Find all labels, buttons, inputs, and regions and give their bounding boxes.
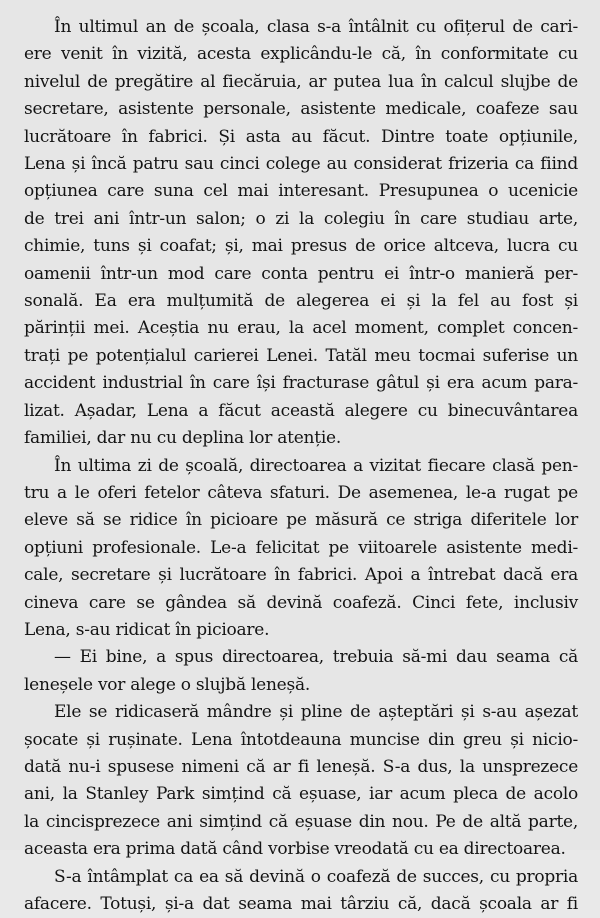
text-line: accident industrial în care își fracturase gâtul și era acum para-: [24, 373, 578, 394]
text-line: familiei, dar nu cu deplina lor atenție.: [24, 428, 341, 449]
text-line: lucrătoare în fabrici. Și asta au făcut. Dintre toate opțiunile,: [24, 126, 578, 147]
text-line: eleve să se ridice în picioare pe măsură ce striga diferitele lor: [24, 510, 578, 531]
text-line: secretare, asistente personale, asistente medicale, coafeze sau: [24, 99, 578, 120]
text-line: sonală. Ea era mulțumită de alegerea ei și la fel au fost și: [24, 291, 578, 312]
paragraph-2: [24, 453, 578, 645]
text-line: la cincisprezece ani simțind că eșuase din nou. Pe de altă parte,: [24, 811, 578, 832]
text-line: dată nu-i spusese nimeni că ar fi leneșă. S-a dus, la unsprezece: [24, 756, 578, 777]
text-line: cineva care se gândea să devină coafeză. Cinci fete, inclusiv: [24, 592, 578, 613]
text-line: opțiuni profesionale. Le-a felicitat pe viitoarele asistente medi-: [24, 537, 578, 558]
text-line: În ultimul an de școala, clasa s-a întâlnit cu ofițerul de cari-: [54, 17, 578, 37]
paragraph-4: [24, 699, 578, 863]
text-line: oamenii într-un mod care conta pentru ei într-o manieră per-: [24, 263, 578, 284]
text-line: leneșele vor alege o slujbă leneșă.: [24, 674, 311, 695]
paragraph-1: [24, 14, 578, 453]
paragraph-3-dialogue: [24, 644, 578, 699]
paragraph-5: [24, 864, 578, 918]
text-line: aceasta era prima dată când vorbise vreodată cu ea directoarea.: [24, 839, 566, 860]
text-line: părinții mei. Aceștia nu erau, la acel moment, complet concen-: [24, 318, 578, 339]
text-line: Ele se ridicaseră mândre și pline de așteptări și s-au așezat: [54, 702, 578, 723]
text-line: Lena și încă patru sau cinci colege au considerat frizeria ca fiind: [24, 154, 578, 175]
text-line: ani, la Stanley Park simțind că eșuase, iar acum pleca de acolo: [24, 784, 578, 805]
text-line: de trei ani într-un salon; o zi la colegiu în care studiau arte,: [24, 208, 578, 229]
text-line: opțiunea care suna cel mai interesant. Presupunea o ucenicie: [24, 181, 578, 202]
text-line: — Ei bine, a spus directoarea, trebuia să-mi dau seama că: [54, 647, 578, 668]
text-line: cale, secretare și lucrătoare în fabrici. Apoi a întrebat dacă era: [24, 565, 578, 586]
text-line: Lena, s-au ridicat în picioare.: [24, 619, 270, 640]
text-line: tru a le oferi fetelor câteva sfaturi. De asemenea, le-a rugat pe: [24, 482, 578, 503]
text-line: trați pe potențialul carierei Lenei. Tatăl meu tocmai suferise un: [24, 345, 578, 366]
text-line: S-a întâmplat ca ea să devină o coafeză de succes, cu propria: [54, 866, 578, 887]
text-line: șocate și rușinate. Lena întotdeauna muncise din greu și nicio-: [24, 729, 578, 750]
text-line: ere venit în vizită, acesta explicându-le că, în conformitate cu: [24, 44, 578, 65]
text-line: lizat. Așadar, Lena a făcut această alegere cu binecuvântarea: [24, 400, 578, 421]
text-line: afacere. Totuși, și-a dat seama mai târziu că, dacă școala ar fi: [24, 894, 578, 914]
text-line: chimie, tuns și coafat; și, mai presus de orice altceva, lucra cu: [24, 236, 578, 257]
text-line: nivelul de pregătire al fiecăruia, ar putea lua în calcul slujbe de: [24, 71, 578, 92]
text-line: În ultima zi de școală, directoarea a vizitat fiecare clasă pen-: [54, 455, 578, 476]
